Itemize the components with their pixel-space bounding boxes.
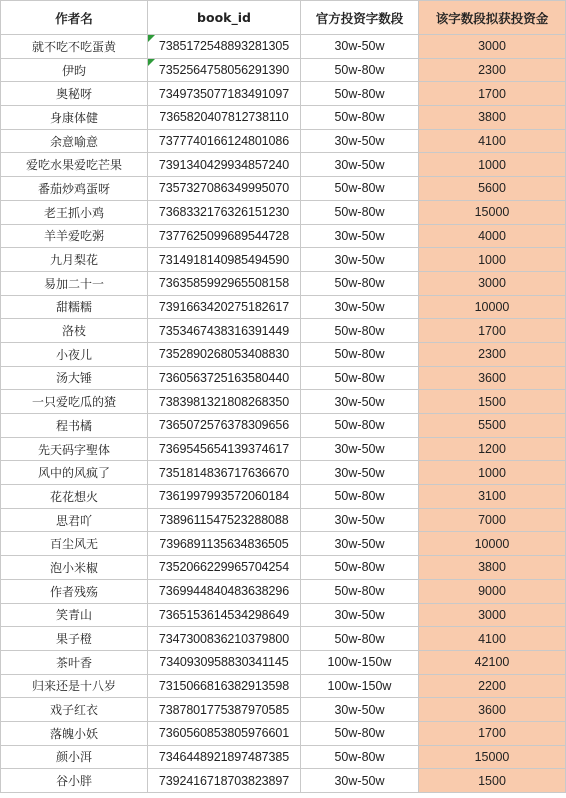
range-cell[interactable]: 50w-80w bbox=[301, 366, 419, 390]
author-cell[interactable]: 谷小胖 bbox=[1, 769, 148, 793]
table-row bbox=[1, 414, 566, 438]
table-row bbox=[1, 390, 566, 414]
range-cell[interactable]: 30w-50w bbox=[301, 532, 419, 556]
range-cell[interactable]: 30w-50w bbox=[301, 437, 419, 461]
range-cell[interactable]: 30w-50w bbox=[301, 769, 419, 793]
amount-cell[interactable]: 2300 bbox=[419, 342, 566, 366]
range-cell[interactable]: 50w-80w bbox=[301, 721, 419, 745]
author-cell[interactable]: 汤大锤 bbox=[1, 366, 148, 390]
amount-cell[interactable]: 3600 bbox=[419, 698, 566, 722]
table-row bbox=[1, 366, 566, 390]
range-cell[interactable]: 50w-80w bbox=[301, 271, 419, 295]
book-id-cell[interactable]: 7357327086349995070 bbox=[148, 177, 301, 201]
amount-cell[interactable]: 1200 bbox=[419, 437, 566, 461]
cell-flag-marker bbox=[148, 59, 155, 66]
book-id-cell[interactable]: 7368332176326151230 bbox=[148, 200, 301, 224]
table-row bbox=[1, 295, 566, 319]
book-id-cell[interactable]: 7352066229965704254 bbox=[148, 556, 301, 580]
author-cell[interactable]: 就不吃不吃蛋黄 bbox=[1, 35, 148, 59]
table-row bbox=[1, 627, 566, 651]
range-cell[interactable]: 30w-50w bbox=[301, 295, 419, 319]
range-cell[interactable]: 30w-50w bbox=[301, 224, 419, 248]
table-row bbox=[1, 485, 566, 509]
author-cell[interactable]: 身康体健 bbox=[1, 106, 148, 130]
author-cell[interactable]: 一只爱吃瓜的猹 bbox=[1, 390, 148, 414]
author-cell[interactable]: 戏子红衣 bbox=[1, 698, 148, 722]
book-id-cell[interactable]: 7360563725163580440 bbox=[148, 366, 301, 390]
amount-cell[interactable]: 1000 bbox=[419, 153, 566, 177]
amount-cell[interactable]: 10000 bbox=[419, 295, 566, 319]
amount-cell[interactable]: 42100 bbox=[419, 650, 566, 674]
author-cell[interactable]: 花花想火 bbox=[1, 485, 148, 509]
range-cell[interactable]: 50w-80w bbox=[301, 556, 419, 580]
range-cell[interactable]: 50w-80w bbox=[301, 58, 419, 82]
author-cell[interactable]: 落魄小妖 bbox=[1, 721, 148, 745]
book-id-cell[interactable]: 7391340429934857240 bbox=[148, 153, 301, 177]
book-id-cell[interactable]: 7369944840483638296 bbox=[148, 579, 301, 603]
table-row bbox=[1, 129, 566, 153]
author-cell[interactable]: 奥秘呀 bbox=[1, 82, 148, 106]
amount-cell[interactable]: 3000 bbox=[419, 603, 566, 627]
author-cell[interactable]: 果子橙 bbox=[1, 627, 148, 651]
author-cell[interactable]: 甜糯糯 bbox=[1, 295, 148, 319]
book-id-cell[interactable]: 7346448921897487385 bbox=[148, 745, 301, 769]
range-cell[interactable]: 30w-50w bbox=[301, 248, 419, 272]
range-cell[interactable]: 30w-50w bbox=[301, 129, 419, 153]
table-row bbox=[1, 271, 566, 295]
book-id-cell[interactable]: 7353467438316391449 bbox=[148, 319, 301, 343]
book-id-cell[interactable]: 7377740166124801086 bbox=[148, 129, 301, 153]
amount-cell[interactable]: 7000 bbox=[419, 508, 566, 532]
range-cell[interactable]: 50w-80w bbox=[301, 106, 419, 130]
author-cell[interactable]: 小夜儿 bbox=[1, 342, 148, 366]
table-row bbox=[1, 224, 566, 248]
amount-cell[interactable]: 4100 bbox=[419, 129, 566, 153]
author-cell[interactable]: 洛枝 bbox=[1, 319, 148, 343]
amount-cell[interactable]: 1500 bbox=[419, 769, 566, 793]
book-id-cell[interactable]: 7363585992965508158 bbox=[148, 271, 301, 295]
book-id-cell[interactable]: 7352890268053408830 bbox=[148, 342, 301, 366]
table-row bbox=[1, 721, 566, 745]
author-cell[interactable]: 归来还是十八岁 bbox=[1, 674, 148, 698]
amount-cell[interactable]: 9000 bbox=[419, 579, 566, 603]
range-cell[interactable]: 50w-80w bbox=[301, 342, 419, 366]
range-cell[interactable]: 30w-50w bbox=[301, 603, 419, 627]
table-row bbox=[1, 82, 566, 106]
table-row bbox=[1, 319, 566, 343]
range-cell[interactable]: 30w-50w bbox=[301, 35, 419, 59]
range-cell[interactable]: 30w-50w bbox=[301, 698, 419, 722]
amount-cell[interactable]: 2300 bbox=[419, 58, 566, 82]
author-cell[interactable]: 作者残殇 bbox=[1, 579, 148, 603]
table-row bbox=[1, 650, 566, 674]
book-id-cell[interactable]: 7365072576378309656 bbox=[148, 414, 301, 438]
book-id-cell[interactable]: 7392416718703823897 bbox=[148, 769, 301, 793]
amount-cell[interactable]: 1000 bbox=[419, 248, 566, 272]
book-id-cell[interactable]: 7365153614534298649 bbox=[148, 603, 301, 627]
amount-cell[interactable]: 3100 bbox=[419, 485, 566, 509]
amount-cell[interactable]: 3000 bbox=[419, 35, 566, 59]
table-row bbox=[1, 342, 566, 366]
table-row bbox=[1, 745, 566, 769]
range-cell[interactable]: 50w-80w bbox=[301, 745, 419, 769]
author-cell[interactable]: 易加二十一 bbox=[1, 271, 148, 295]
book-id-cell[interactable]: 7347300836210379800 bbox=[148, 627, 301, 651]
table-row bbox=[1, 532, 566, 556]
book-id-cell[interactable]: 7351814836717636670 bbox=[148, 461, 301, 485]
table-row bbox=[1, 674, 566, 698]
range-cell[interactable]: 30w-50w bbox=[301, 461, 419, 485]
amount-cell[interactable]: 10000 bbox=[419, 532, 566, 556]
author-cell[interactable]: 番茄炒鸡蛋呀 bbox=[1, 177, 148, 201]
book-id-cell[interactable]: 7389611547523288088 bbox=[148, 508, 301, 532]
author-cell[interactable]: 风中的风疯了 bbox=[1, 461, 148, 485]
amount-cell[interactable]: 5600 bbox=[419, 177, 566, 201]
book-id-cell[interactable]: 7361997993572060184 bbox=[148, 485, 301, 509]
book-id-cell[interactable]: 7377625099689544728 bbox=[148, 224, 301, 248]
author-cell[interactable]: 程书橘 bbox=[1, 414, 148, 438]
book-id-cell[interactable]: 7360560853805976601 bbox=[148, 721, 301, 745]
header-author[interactable]: 作者名 bbox=[1, 1, 148, 35]
range-cell[interactable]: 50w-80w bbox=[301, 485, 419, 509]
table-row bbox=[1, 106, 566, 130]
table-row bbox=[1, 769, 566, 793]
amount-cell[interactable]: 4000 bbox=[419, 224, 566, 248]
author-cell[interactable]: 思君吖 bbox=[1, 508, 148, 532]
book-id-cell[interactable]: 7315066816382913598 bbox=[148, 674, 301, 698]
author-cell[interactable]: 先天码字聖体 bbox=[1, 437, 148, 461]
range-cell[interactable]: 30w-50w bbox=[301, 508, 419, 532]
amount-cell[interactable]: 5500 bbox=[419, 414, 566, 438]
amount-cell[interactable]: 2200 bbox=[419, 674, 566, 698]
table-row bbox=[1, 200, 566, 224]
table-row bbox=[1, 461, 566, 485]
table-row bbox=[1, 508, 566, 532]
table-row bbox=[1, 153, 566, 177]
amount-cell[interactable]: 4100 bbox=[419, 627, 566, 651]
amount-cell[interactable]: 3800 bbox=[419, 106, 566, 130]
book-id-cell[interactable]: 7391663420275182617 bbox=[148, 295, 301, 319]
amount-cell[interactable]: 15000 bbox=[419, 200, 566, 224]
amount-cell[interactable]: 1700 bbox=[419, 721, 566, 745]
range-cell[interactable]: 50w-80w bbox=[301, 579, 419, 603]
table-row bbox=[1, 579, 566, 603]
header-amount[interactable]: 该字数段拟获投资金 bbox=[419, 1, 566, 35]
amount-cell[interactable]: 1000 bbox=[419, 461, 566, 485]
table-row bbox=[1, 248, 566, 272]
amount-cell[interactable]: 3600 bbox=[419, 366, 566, 390]
author-cell[interactable]: 老王抓小鸡 bbox=[1, 200, 148, 224]
book-id-cell[interactable]: 7352564758056291390 bbox=[148, 58, 301, 82]
range-cell[interactable]: 50w-80w bbox=[301, 319, 419, 343]
author-cell[interactable]: 九月梨花 bbox=[1, 248, 148, 272]
book-id-cell[interactable]: 7369545654139374617 bbox=[148, 437, 301, 461]
table-row bbox=[1, 556, 566, 580]
table-body bbox=[1, 35, 566, 793]
header-range[interactable]: 官方投资字数段 bbox=[301, 1, 419, 35]
table-row bbox=[1, 698, 566, 722]
amount-cell[interactable]: 1500 bbox=[419, 390, 566, 414]
cell-flag-marker bbox=[148, 35, 155, 42]
header-row bbox=[1, 1, 566, 35]
book-id-cell[interactable]: 7385172548893281305 bbox=[148, 35, 301, 59]
amount-cell[interactable]: 3000 bbox=[419, 271, 566, 295]
book-id-cell[interactable]: 7383981321808268350 bbox=[148, 390, 301, 414]
range-cell[interactable]: 30w-50w bbox=[301, 390, 419, 414]
table-row bbox=[1, 35, 566, 59]
range-cell[interactable]: 50w-80w bbox=[301, 627, 419, 651]
amount-cell[interactable]: 15000 bbox=[419, 745, 566, 769]
author-cell[interactable]: 爱吃水果爱吃芒果 bbox=[1, 153, 148, 177]
amount-cell[interactable]: 1700 bbox=[419, 319, 566, 343]
range-cell[interactable]: 50w-80w bbox=[301, 177, 419, 201]
table-row bbox=[1, 58, 566, 82]
range-cell[interactable]: 50w-80w bbox=[301, 82, 419, 106]
table-row bbox=[1, 177, 566, 201]
author-cell[interactable]: 羊羊爱吃粥 bbox=[1, 224, 148, 248]
range-cell[interactable]: 100w-150w bbox=[301, 650, 419, 674]
table-row bbox=[1, 437, 566, 461]
book-id-cell[interactable]: 7396891135634836505 bbox=[148, 532, 301, 556]
author-cell[interactable]: 百尘风无 bbox=[1, 532, 148, 556]
author-cell[interactable]: 余意喻意 bbox=[1, 129, 148, 153]
author-cell[interactable]: 笑青山 bbox=[1, 603, 148, 627]
author-cell[interactable]: 茶叶香 bbox=[1, 650, 148, 674]
range-cell[interactable]: 50w-80w bbox=[301, 414, 419, 438]
author-cell[interactable]: 泡小米椒 bbox=[1, 556, 148, 580]
book-id-cell[interactable]: 7387801775387970585 bbox=[148, 698, 301, 722]
range-cell[interactable]: 30w-50w bbox=[301, 153, 419, 177]
range-cell[interactable]: 50w-80w bbox=[301, 200, 419, 224]
book-id-cell[interactable]: 7340930958830341145 bbox=[148, 650, 301, 674]
book-id-cell[interactable]: 7314918140985494590 bbox=[148, 248, 301, 272]
author-cell[interactable]: 颜小洱 bbox=[1, 745, 148, 769]
range-cell[interactable]: 100w-150w bbox=[301, 674, 419, 698]
book-id-cell[interactable]: 7349735077183491097 bbox=[148, 82, 301, 106]
book-id-cell[interactable]: 7365820407812738110 bbox=[148, 106, 301, 130]
amount-cell[interactable]: 1700 bbox=[419, 82, 566, 106]
table-row bbox=[1, 603, 566, 627]
author-cell[interactable]: 伊昀 bbox=[1, 58, 148, 82]
header-book-id[interactable]: book_id bbox=[148, 1, 301, 35]
amount-cell[interactable]: 3800 bbox=[419, 556, 566, 580]
